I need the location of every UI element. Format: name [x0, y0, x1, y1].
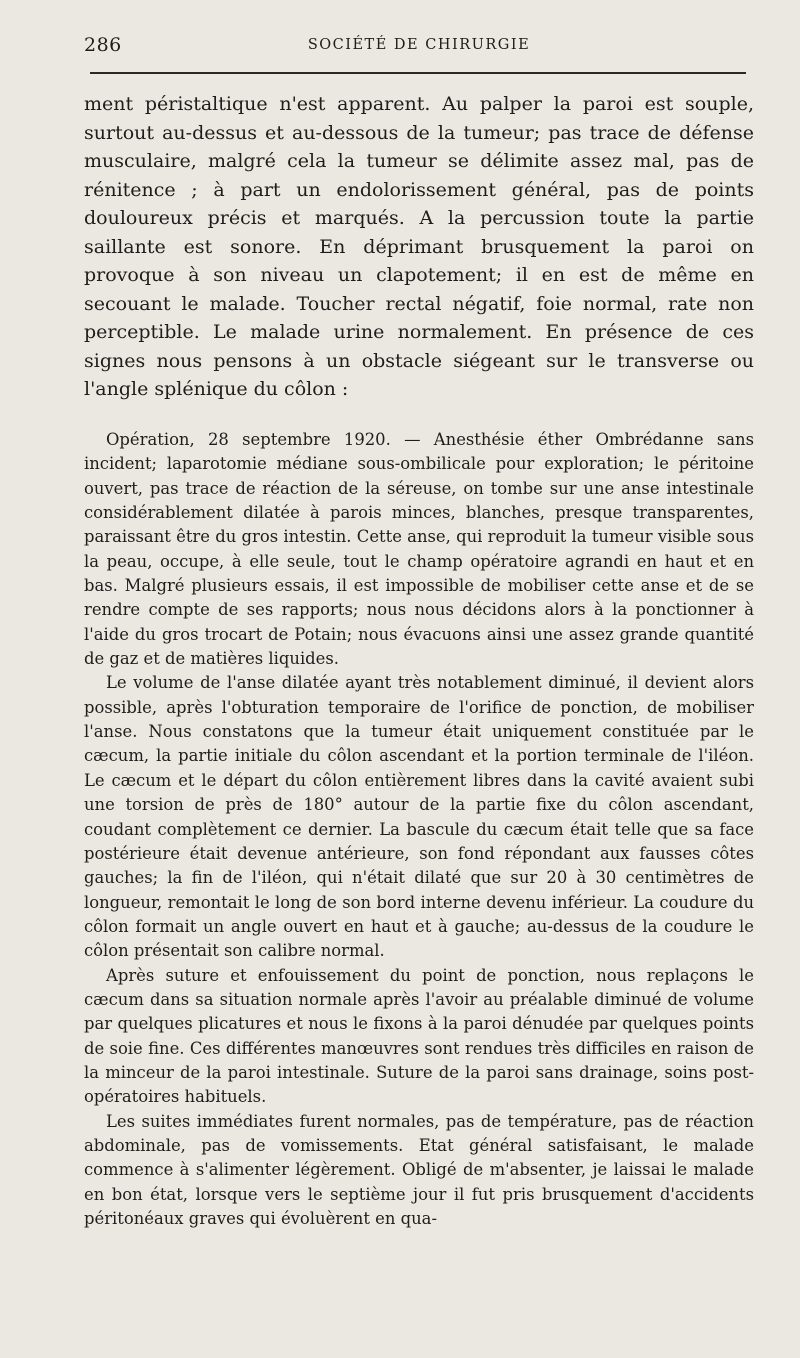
page-header — [84, 34, 754, 58]
body-paragraph-suture: Après suture et enfouissement du point de ponction, nous replaçons le cæcum dans sa situation normale après l'avoir au préalable diminué de volume par quelques plicatures et nous le fixons à la paroi dénudée par quelques points de soie fine. Ces différentes manœuvres sont rendues très difficiles en raison de la minceur de la paroi intestinale. Suture de la paroi sans drainage, soins post-opératoires habituels. — [84, 965, 754, 1107]
page-number: 286 — [84, 34, 122, 56]
intro-paragraph: ment péristaltique n'est apparent. Au palper la paroi est souple, surtout au-dessus et au-dessous de la tumeur; pas trace de défense musculaire, malgré cela la tumeur se délimite assez mal, pas de rénitence ; à part un endolorissement général, pas de points douloureux précis et marqués. A la percussion toute la partie saillante est sonore. En déprimant brusquement la paroi on provoque à son niveau un clapotement; il en est de même en secouant le malade. Toucher rectal négatif, foie normal, rate non perceptible. Le malade urine normalement. En présence de ces signes nous pensons à un obstacle siégeant sur le transverse ou l'angle splénique du côlon : — [84, 93, 754, 400]
operation-report — [84, 428, 754, 1231]
body-paragraph-operation: Opération, 28 septembre 1920. — Anesthésie éther Ombrédanne sans incident; laparotomie médiane sous-ombilicale pour exploration; le péritoine ouvert, pas trace de réaction de la séreuse, on tombe sur une anse intestinale considérablement dilatée à parois minces, blanches, presque transparentes, paraissant être du gros intestin. Cette anse, qui reproduit la tumeur visible sous la peau, occupe, à elle seule, tout le champ opératoire agrandi en haut et en bas. Malgré plusieurs essais, il est impossible de mobiliser cette anse et de se rendre compte de ses rapports; nous nous décidons alors à la ponctionner à l'aide du gros trocart de Potain; nous évacuons ainsi une assez grande quantité de gaz et de matières liquides. — [84, 430, 754, 669]
body-paragraph-suites: Les suites immédiates furent normales, pas de température, pas de réaction abdominale, pas de vomissements. Etat général satisfaisant, le malade commence à s'alimenter légèrement. Obligé de m'absenter, je laissai le malade en bon état, lorsque vers le septième jour il fut pris brusquement d'accidents péritonéaux graves qui évoluèrent en qua- — [84, 1111, 754, 1228]
body-paragraph-volume: Le volume de l'anse dilatée ayant très notablement diminué, il devient alors possible, après l'obturation temporaire de l'orifice de ponction, de mobiliser l'anse. Nous constatons que la tumeur était uniquement constituée par le cæcum, la partie initiale du côlon ascendant et la portion terminale de l'iléon. Le cæcum et le départ du côlon entièrement libres dans la cavité avaient subi une torsion de près de 180° autour de la partie fixe du côlon ascendant, coudant complètement ce dernier. La bascule du cæcum était telle que sa face postérieure était devenue antérieure, son fond répondant aux fausses côtes gauches; la fin de l'iléon, qui n'était dilaté que sur 20 à 30 centimètres de longueur, remontait le long de son bord interne devenu inférieur. La coudure du côlon formait un angle ouvert en haut et à gauche; au-dessus de la coudure le côlon présentait son calibre normal. — [84, 673, 754, 961]
header-rule — [90, 72, 746, 74]
running-title: SOCIÉTÉ DE CHIRURGIE — [307, 37, 531, 53]
